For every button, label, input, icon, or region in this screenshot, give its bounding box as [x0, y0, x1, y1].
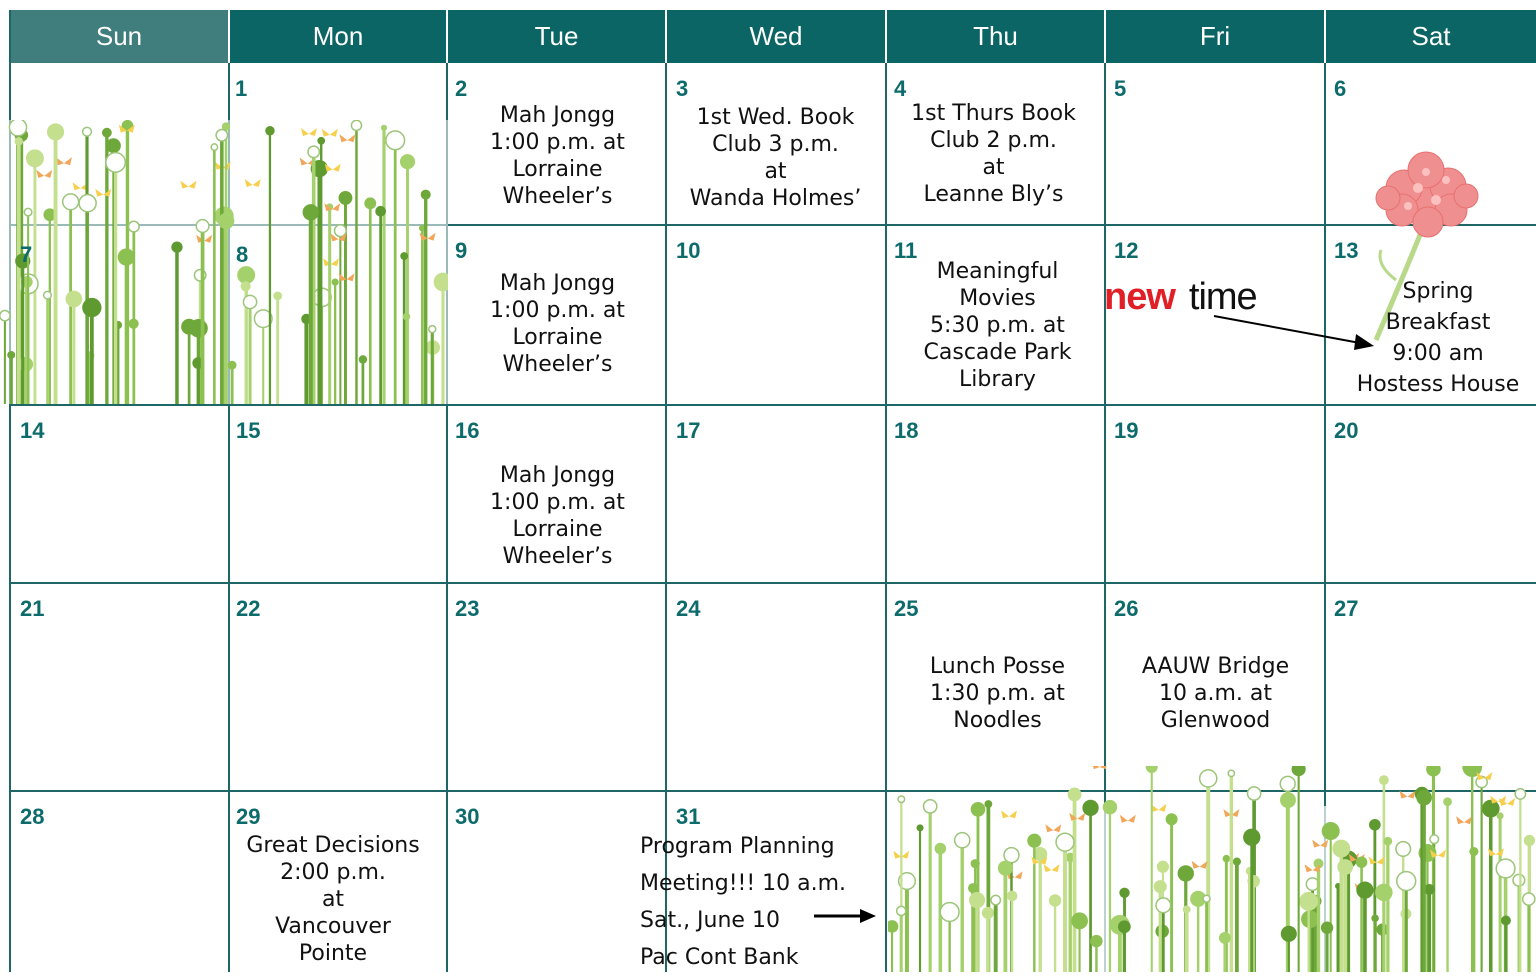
day-number: 11 [894, 238, 918, 263]
flower-meadow-icon [0, 120, 448, 404]
day-number: 22 [236, 596, 261, 621]
day-number: 24 [676, 596, 701, 621]
weekday-header-thu: Thu [887, 10, 1104, 63]
time-label: time [1188, 276, 1257, 318]
day-number: 20 [1334, 418, 1359, 443]
arrow-icon [1210, 310, 1380, 360]
day-number: 27 [1334, 596, 1359, 621]
weekday-header-tue: Tue [448, 10, 665, 63]
weekday-header-mon: Mon [230, 10, 446, 63]
event-spring-breakfast: Spring Breakfast 9:00 am Hostess House [1356, 279, 1520, 397]
event-mah-jongg: Mah Jongg 1:00 p.m. at Lorraine Wheeler’s [490, 271, 625, 377]
day-number: 16 [455, 418, 480, 443]
weekday-header-wed: Wed [667, 10, 885, 63]
day-number: 8 [236, 242, 249, 267]
day-number: 5 [1114, 76, 1127, 101]
day-number: 3 [676, 76, 689, 101]
event-aauw-bridge: AAUW Bridge 10 a.m. at Glenwood [1141, 654, 1290, 733]
day-number: 28 [20, 804, 45, 829]
day-number: 10 [676, 238, 701, 263]
weekday-header-sun: Sun [10, 10, 228, 63]
day-number: 31 [676, 804, 701, 829]
event-meaningful-movies: Meaningful Movies 5:30 p.m. at Cascade Park Library [923, 259, 1072, 392]
day-number: 19 [1114, 418, 1139, 443]
day-number: 25 [894, 596, 919, 621]
day-number: 9 [455, 238, 468, 263]
day-number: 4 [894, 76, 907, 101]
day-number: 29 [236, 804, 261, 829]
day-number: 18 [894, 418, 919, 443]
event-book-club-wed: 1st Wed. Book Club 3 p.m. at Wanda Holmes’ [689, 105, 862, 211]
day-number: 15 [236, 418, 261, 443]
day-number: 7 [20, 242, 33, 267]
day-number: 14 [20, 418, 45, 443]
day-number: 6 [1334, 76, 1347, 101]
day-number: 30 [455, 804, 480, 829]
day-number: 26 [1114, 596, 1139, 621]
weekday-header-sat: Sat [1326, 10, 1536, 63]
day-number: 1 [235, 76, 248, 101]
new-label: new [1104, 276, 1175, 318]
day-number: 17 [676, 418, 701, 443]
event-mah-jongg: Mah Jongg 1:00 p.m. at Lorraine Wheeler’s [490, 463, 625, 569]
day-number: 13 [1334, 238, 1359, 263]
event-program-planning: Program Planning Meeting!!! 10 a.m. Sat., June 10 Pac Cont Bank [640, 834, 847, 970]
day-number: 21 [20, 596, 45, 621]
arrow-icon [812, 906, 878, 926]
event-book-club-thu: 1st Thurs Book Club 2 p.m. at Leanne Bly’s [911, 101, 1076, 207]
day-number: 23 [455, 596, 480, 621]
grid-line [9, 404, 1536, 406]
event-mah-jongg: Mah Jongg 1:00 p.m. at Lorraine Wheeler’s [490, 103, 625, 209]
grid-line [9, 582, 1536, 584]
day-number: 12 [1114, 238, 1139, 263]
flower-meadow-icon [888, 766, 1536, 972]
day-number: 2 [455, 76, 468, 101]
weekday-header-fri: Fri [1106, 10, 1324, 63]
event-lunch-posse: Lunch Posse 1:30 p.m. at Noodles [929, 654, 1066, 733]
event-great-decisions: Great Decisions 2:00 p.m. at Vancouver Pointe [246, 833, 420, 966]
